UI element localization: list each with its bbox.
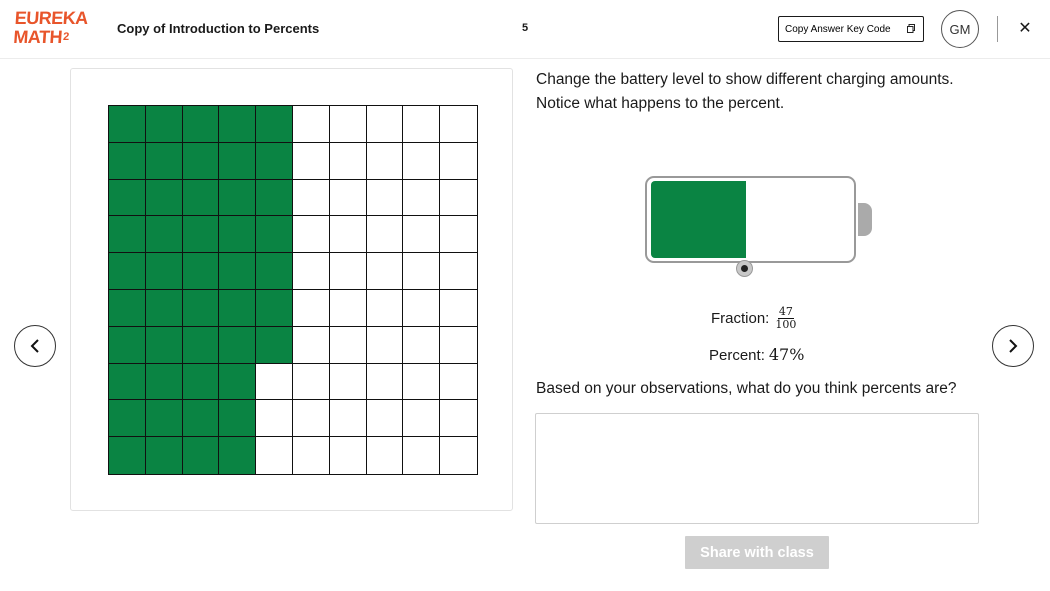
grid-cell xyxy=(293,143,330,180)
battery-body xyxy=(645,176,856,263)
grid-cell xyxy=(109,253,146,290)
grid-cell xyxy=(146,180,183,217)
grid-cell xyxy=(330,364,367,401)
header-divider xyxy=(997,16,998,42)
grid-cell xyxy=(219,180,256,217)
grid-cell xyxy=(219,253,256,290)
grid-cell xyxy=(367,327,404,364)
user-avatar[interactable]: GM xyxy=(941,10,979,48)
grid-cell xyxy=(440,327,477,364)
grid-cell xyxy=(109,143,146,180)
grid-cell xyxy=(293,327,330,364)
copy-answer-key-button[interactable] xyxy=(778,16,924,42)
answer-input[interactable] xyxy=(535,413,979,524)
grid-cell xyxy=(183,437,220,474)
grid-cell xyxy=(403,216,440,253)
logo-line-2-text: MATH xyxy=(12,27,63,47)
battery-level-handle[interactable] xyxy=(736,260,753,277)
grid-cell xyxy=(109,180,146,217)
grid-cell xyxy=(330,400,367,437)
close-icon[interactable]: ✕ xyxy=(1018,20,1032,37)
grid-cell xyxy=(367,437,404,474)
grid-cell xyxy=(219,327,256,364)
grid-cell xyxy=(146,106,183,143)
grid-cell xyxy=(403,327,440,364)
next-slide-button[interactable] xyxy=(992,325,1034,367)
grid-cell xyxy=(109,290,146,327)
grid-cell xyxy=(293,364,330,401)
grid-cell xyxy=(293,290,330,327)
grid-cell xyxy=(219,290,256,327)
grid-cell xyxy=(330,437,367,474)
grid-cell xyxy=(330,216,367,253)
grid-cell xyxy=(440,290,477,327)
grid-cell xyxy=(219,216,256,253)
grid-cell xyxy=(256,437,293,474)
grid-cell xyxy=(403,253,440,290)
fraction-value xyxy=(775,306,796,331)
grid-cell xyxy=(183,180,220,217)
fraction-denominator: 100 xyxy=(775,318,797,331)
grid-cell xyxy=(183,253,220,290)
grid-cell xyxy=(330,180,367,217)
grid-cell xyxy=(183,143,220,180)
grid-cell xyxy=(256,253,293,290)
grid-cell xyxy=(109,437,146,474)
battery-slider[interactable] xyxy=(645,176,875,276)
grid-cell xyxy=(403,400,440,437)
grid-cell xyxy=(146,327,183,364)
percent-readout xyxy=(709,345,804,364)
grid-cell xyxy=(219,143,256,180)
fraction-readout xyxy=(711,306,796,331)
grid-cell xyxy=(256,180,293,217)
grid-cell xyxy=(109,106,146,143)
grid-cell xyxy=(440,400,477,437)
grid-cell xyxy=(183,216,220,253)
percent-value: 47% xyxy=(768,345,805,364)
grid-cell xyxy=(146,400,183,437)
copy-answer-key-label: Copy Answer Key Code xyxy=(785,23,891,35)
grid-cell xyxy=(256,290,293,327)
grid-cell xyxy=(293,180,330,217)
grid-cell xyxy=(440,106,477,143)
grid-cell xyxy=(146,364,183,401)
grid-cell xyxy=(109,400,146,437)
grid-cell xyxy=(330,143,367,180)
grid-cell xyxy=(367,216,404,253)
grid-cell xyxy=(183,364,220,401)
grid-cell xyxy=(440,180,477,217)
grid-cell xyxy=(367,180,404,217)
grid-cell xyxy=(109,216,146,253)
grid-cell xyxy=(183,290,220,327)
grid-cell xyxy=(330,253,367,290)
grid-cell xyxy=(330,106,367,143)
percent-label: Percent: xyxy=(709,347,765,364)
grid-cell xyxy=(219,437,256,474)
grid-cell xyxy=(183,106,220,143)
grid-cell xyxy=(330,327,367,364)
grid-cell xyxy=(256,400,293,437)
logo-line-2 xyxy=(13,28,72,47)
grid-cell xyxy=(183,400,220,437)
grid-cell xyxy=(367,290,404,327)
grid-cell xyxy=(219,364,256,401)
grid-cell xyxy=(146,253,183,290)
grid-cell xyxy=(109,364,146,401)
grid-cell xyxy=(146,290,183,327)
eureka-math-logo xyxy=(12,8,89,49)
grid-cell xyxy=(109,327,146,364)
grid-cell xyxy=(330,290,367,327)
grid-cell xyxy=(367,106,404,143)
grid-cell xyxy=(440,143,477,180)
grid-cell xyxy=(440,364,477,401)
grid-cell xyxy=(256,216,293,253)
grid-cell xyxy=(256,364,293,401)
grid-cell xyxy=(146,216,183,253)
grid-cell xyxy=(256,106,293,143)
previous-slide-button[interactable] xyxy=(14,325,56,367)
grid-cell xyxy=(293,216,330,253)
grid-cell xyxy=(293,400,330,437)
grid-cell xyxy=(183,327,220,364)
grid-cell xyxy=(440,437,477,474)
hundred-grid xyxy=(108,105,478,475)
copy-icon xyxy=(907,24,915,33)
logo-superscript: 2 xyxy=(62,31,70,43)
question-prompt: Based on your observations, what do you think percents are? xyxy=(536,380,957,397)
grid-cell xyxy=(256,143,293,180)
logo-line-1: EUREKA xyxy=(14,8,89,28)
fraction-numerator: 47 xyxy=(778,305,793,318)
grid-cell xyxy=(219,400,256,437)
grid-cell xyxy=(293,106,330,143)
grid-cell xyxy=(146,437,183,474)
fraction-label: Fraction: xyxy=(711,310,770,327)
chevron-right-icon xyxy=(1007,338,1019,354)
grid-cell xyxy=(403,180,440,217)
grid-cell xyxy=(219,106,256,143)
grid-cell xyxy=(403,106,440,143)
chevron-left-icon xyxy=(29,338,41,354)
grid-cell xyxy=(367,253,404,290)
grid-cell xyxy=(440,216,477,253)
grid-cell xyxy=(256,327,293,364)
grid-cell xyxy=(403,437,440,474)
lesson-title: Copy of Introduction to Percents xyxy=(117,21,320,36)
grid-cell xyxy=(293,437,330,474)
grid-cell xyxy=(403,364,440,401)
header xyxy=(0,0,1050,59)
grid-cell xyxy=(403,143,440,180)
share-with-class-button[interactable]: Share with class xyxy=(685,536,829,569)
battery-fill xyxy=(651,181,746,258)
grid-cell xyxy=(367,400,404,437)
grid-cell xyxy=(146,143,183,180)
battery-terminal xyxy=(858,203,872,236)
grid-cell xyxy=(367,143,404,180)
grid-cell xyxy=(293,253,330,290)
instructions-text: Change the battery level to show different charging amounts. Notice what happens to the percent. xyxy=(536,71,954,112)
grid-cell xyxy=(367,364,404,401)
grid-cell xyxy=(403,290,440,327)
grid-cell xyxy=(440,253,477,290)
page-number: 5 xyxy=(522,22,529,34)
